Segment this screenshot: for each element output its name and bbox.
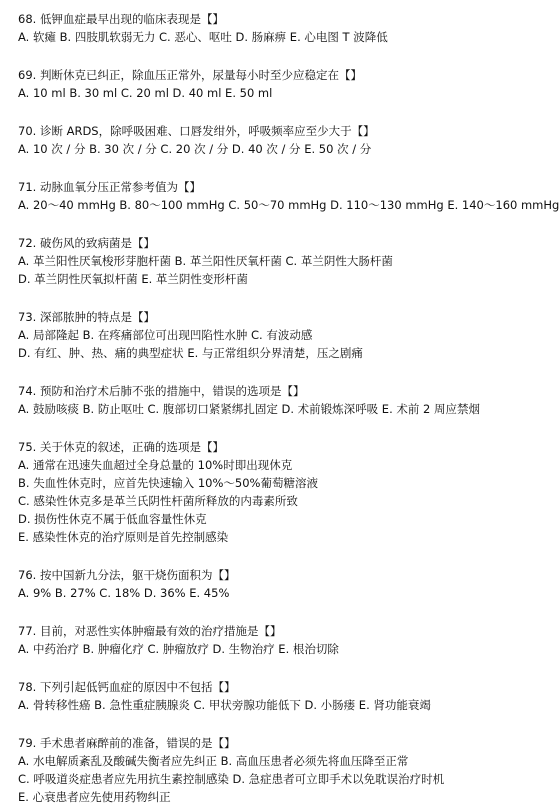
question-stem: 76. 按中国新九分法，躯干烧伤面积为【】 <box>18 568 236 582</box>
option-line: A. 10 次 / 分 B. 30 次 / 分 C. 20 次 / 分 D. 40 次 / 分 E. 50 次 / 分 <box>18 142 372 156</box>
option-line: B. 失血性休克时，应首先快速输入 10%～50%葡萄糖溶液 <box>18 476 318 490</box>
option-line: A. 10 ml B. 30 ml C. 20 ml D. 40 ml E. 50 ml <box>18 86 273 100</box>
option-line: C. 感染性休克多是革兰氏阴性杆菌所释放的内毒素所致 <box>18 494 298 508</box>
option-line: A. 通常在迅速失血超过全身总量的 10%时即出现休克 <box>18 458 293 472</box>
option-line: A. 骨转移性癌 B. 急性重症胰腺炎 C. 甲状旁腺功能低下 D. 小肠瘘 E. 肾功能衰竭 <box>18 698 431 712</box>
question-68 <box>18 10 560 46</box>
question-stem: 70. 诊断 ARDS，除呼吸困难、口唇发绀外，呼吸频率应至少大于【】 <box>18 124 375 138</box>
question-stem: 77. 目前，对恶性实体肿瘤最有效的治疗措施是【】 <box>18 624 282 638</box>
option-line: D. 损伤性休克不属于低血容量性休克 <box>18 512 207 526</box>
question-stem: 68. 低钾血症最早出现的临床表现是【】 <box>18 12 224 26</box>
option-line: A. 局部隆起 B. 在疼痛部位可出现凹陷性水肿 C. 有波动感 <box>18 328 313 342</box>
option-line: A. 鼓励咳痰 B. 防止呕吐 C. 腹部切口紧紧绑扎固定 D. 术前锻炼深呼吸 E. 术前 2 周应禁烟 <box>18 402 481 416</box>
question-78 <box>18 678 560 714</box>
option-line: A. 革兰阳性厌氧梭形芽胞杆菌 B. 革兰阳性厌氧杆菌 C. 革兰阴性大肠杆菌 <box>18 254 393 268</box>
option-line: E. 心衰患者应先使用药物纠正 <box>18 790 171 804</box>
question-71 <box>18 178 560 214</box>
option-line: A. 水电解质紊乱及酸碱失衡者应先纠正 B. 高血压患者必须先将血压降至正常 <box>18 754 409 768</box>
question-70 <box>18 122 560 158</box>
question-stem: 73. 深部脓肿的特点是【】 <box>18 310 155 324</box>
question-69 <box>18 66 560 102</box>
option-line: E. 感染性休克的治疗原则是首先控制感染 <box>18 530 229 544</box>
question-stem: 72. 破伤风的致病菌是【】 <box>18 236 155 250</box>
option-line: D. 革兰阴性厌氧拟杆菌 E. 革兰阴性变形杆菌 <box>18 272 248 286</box>
option-line: C. 呼吸道炎症患者应先用抗生素控制感染 D. 急症患者可立即手术以免耽误治疗时机 <box>18 772 445 786</box>
question-79 <box>18 734 560 806</box>
option-line: A. 9% B. 27% C. 18% D. 36% E. 45% <box>18 586 230 600</box>
question-stem: 69. 判断休克已纠正，除血压正常外，尿量每小时至少应稳定在【】 <box>18 68 362 82</box>
option-line: A. 20～40 mmHg B. 80～100 mmHg C. 50～70 mmHg D. 110～130 mmHg E. 140～160 mmHg <box>18 198 560 212</box>
question-74 <box>18 382 560 418</box>
question-stem: 74. 预防和治疗术后肺不张的措施中，错误的选项是【】 <box>18 384 305 398</box>
question-73 <box>18 308 560 362</box>
question-stem: 79. 手术患者麻醉前的准备，错误的是【】 <box>18 736 236 750</box>
option-line: A. 软瘫 B. 四肢肌软弱无力 C. 恶心、呕吐 D. 肠麻痹 E. 心电图 T 波降低 <box>18 30 388 44</box>
question-77 <box>18 622 560 658</box>
question-stem: 78. 下列引起低钙血症的原因中不包括【】 <box>18 680 236 694</box>
question-75 <box>18 438 560 546</box>
option-line: A. 中药治疗 B. 肿瘤化疗 C. 肿瘤放疗 D. 生物治疗 E. 根治切除 <box>18 642 339 656</box>
question-stem: 75. 关于休克的叙述，正确的选项是【】 <box>18 440 224 454</box>
question-72 <box>18 234 560 288</box>
question-76 <box>18 566 560 602</box>
question-stem: 71. 动脉血氧分压正常参考值为【】 <box>18 180 201 194</box>
option-line: D. 有红、肿、热、痛的典型症状 E. 与正常组织分界清楚，压之剧痛 <box>18 346 363 360</box>
